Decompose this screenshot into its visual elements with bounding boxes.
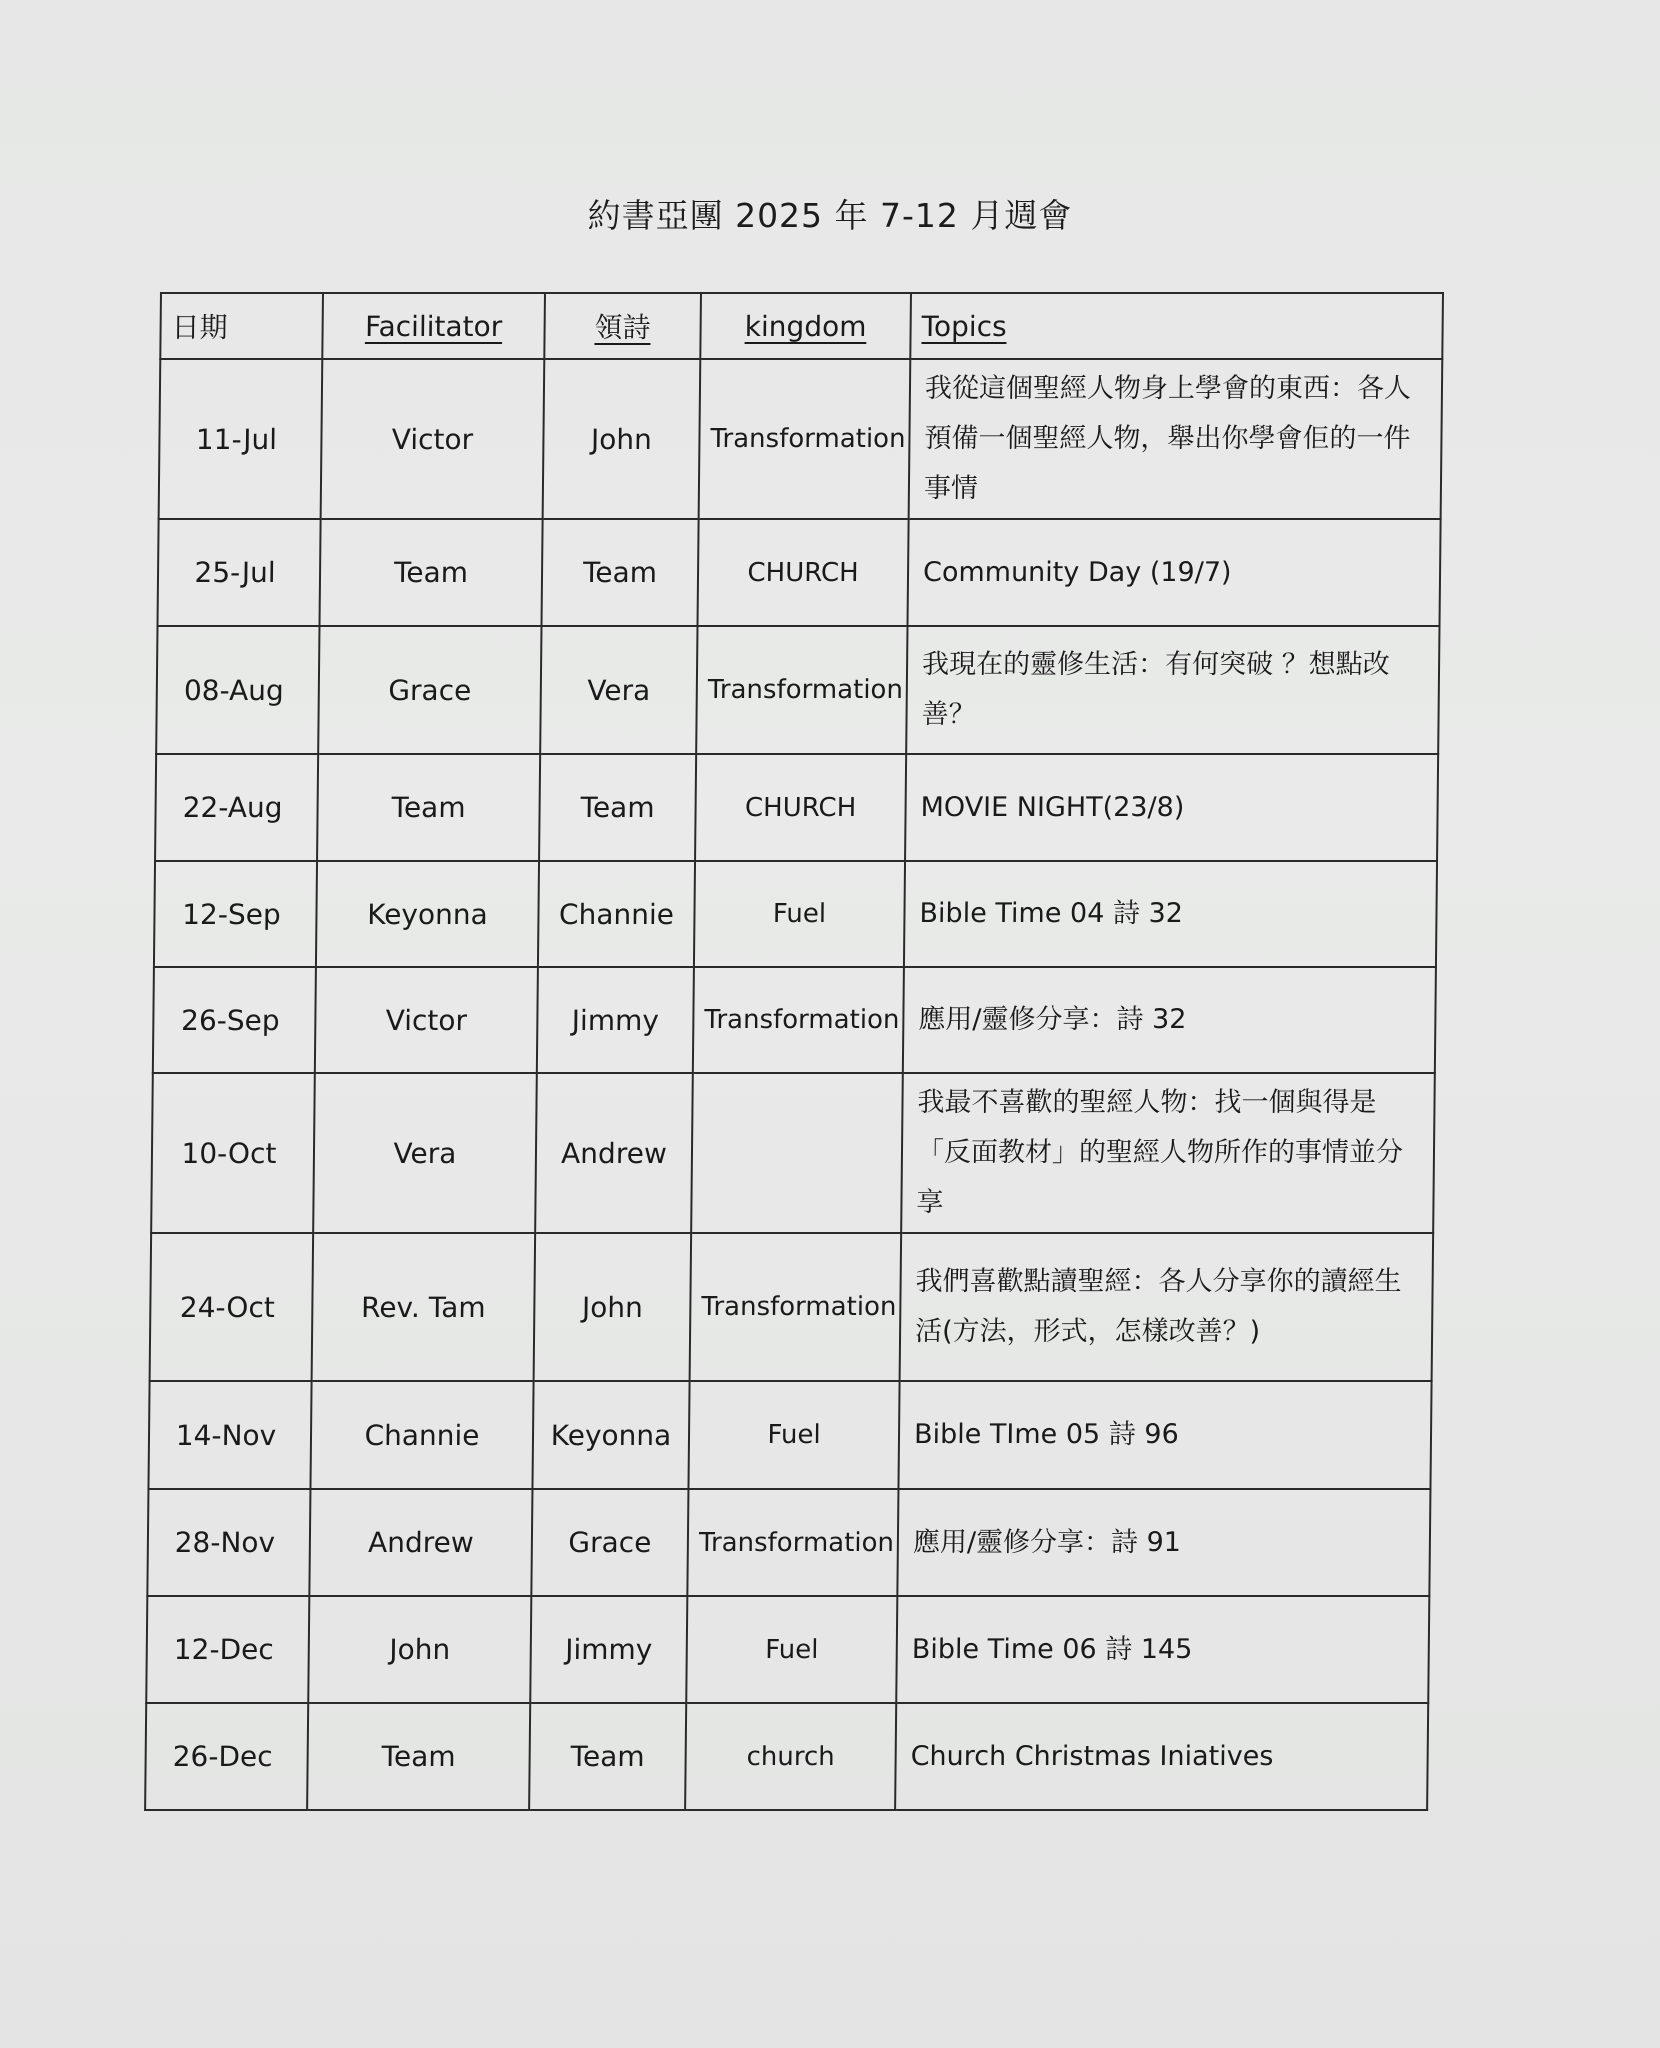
cell-topic: 我從這個聖經人物身上學會的東西：各人預備一個聖經人物，舉出你學會佢的一件事情 [909,359,1443,519]
cell-date: 28-Nov [147,1489,310,1596]
header-topics: Topics [910,293,1443,359]
cell-facilitator: Victor [315,967,538,1073]
table-row [146,1596,1429,1703]
cell-topic: 應用/靈修分享：詩 91 [897,1489,1430,1596]
cell-facilitator: Team [320,519,543,626]
cell-topic: Bible Time 04 詩 32 [904,861,1437,967]
cell-worship: Grace [531,1489,688,1596]
cell-facilitator: Team [317,754,540,861]
cell-worship: Team [539,754,696,861]
cell-date: 14-Nov [148,1381,311,1489]
header-row [160,293,1443,359]
cell-kingdom: Transformation [690,1233,902,1381]
cell-topic: Bible Time 06 詩 145 [896,1596,1429,1703]
schedule-table [144,292,1444,1811]
cell-date: 12-Sep [154,861,317,967]
header-date: 日期 [160,293,323,359]
cell-kingdom: CHURCH [698,519,909,626]
cell-kingdom: Transformation [687,1489,898,1596]
cell-facilitator: Channie [310,1381,533,1489]
cell-kingdom: Transformation [699,359,911,519]
table-row [148,1381,1431,1489]
cell-kingdom: Fuel [686,1596,897,1703]
table-row [147,1489,1430,1596]
cell-kingdom: Fuel [694,861,905,967]
table-row [154,861,1437,967]
cell-worship: Vera [540,626,697,754]
cell-kingdom: Transformation [693,967,904,1073]
table-row [156,626,1439,754]
cell-topic: Community Day (19/7) [908,519,1441,626]
cell-facilitator: Victor [321,359,545,519]
cell-topic: 應用/靈修分享：詩 32 [903,967,1436,1073]
table-row [159,359,1443,519]
cell-facilitator: Andrew [309,1489,532,1596]
cell-topic: Bible TIme 05 詩 96 [898,1381,1431,1489]
cell-worship: Jimmy [537,967,694,1073]
cell-facilitator: Keyonna [316,861,539,967]
cell-date: 25-Jul [158,519,321,626]
cell-worship: Team [542,519,699,626]
cell-facilitator: Rev. Tam [312,1233,536,1381]
header-worship: 領詩 [544,293,701,359]
cell-topic: 我們喜歡點讀聖經：各人分享你的讀經生活(方法，形式，怎樣改善？) [900,1233,1434,1381]
cell-facilitator: Vera [313,1073,537,1233]
cell-date: 26-Sep [153,967,316,1073]
cell-date: 26-Dec [145,1703,308,1810]
cell-date: 10-Oct [151,1073,315,1233]
table-row [145,1703,1428,1810]
cell-kingdom: church [685,1703,896,1810]
table-row [155,754,1438,861]
cell-kingdom [691,1073,903,1233]
cell-date: 08-Aug [156,626,319,754]
cell-worship: Andrew [535,1073,693,1233]
cell-date: 24-Oct [150,1233,314,1381]
cell-topic: MOVIE NIGHT(23/8) [905,754,1438,861]
cell-topic: 我現在的靈修生活：有何突破 ？想點改善？ [906,626,1439,754]
table-row [158,519,1441,626]
cell-worship: John [534,1233,692,1381]
cell-kingdom: Fuel [688,1381,899,1489]
cell-facilitator: Team [307,1703,530,1810]
cell-worship: Keyonna [532,1381,689,1489]
header-kingdom: kingdom [700,293,911,359]
cell-facilitator: Grace [318,626,541,754]
cell-worship: John [543,359,701,519]
header-facilitator: Facilitator [322,293,545,359]
cell-topic: 我最不喜歡的聖經人物：找一個與得是「反面教材」的聖經人物所作的事情並分享 [901,1073,1435,1233]
cell-worship: Channie [538,861,695,967]
table-row [153,967,1436,1073]
table-row [151,1073,1435,1233]
cell-date: 12-Dec [146,1596,309,1703]
cell-topic: Church Christmas Iniatives [895,1703,1428,1810]
cell-worship: Team [529,1703,686,1810]
cell-date: 22-Aug [155,754,318,861]
table-row [150,1233,1434,1381]
document-title: 約書亞團 2025 年 7-12 月週會 [587,196,1073,235]
cell-date: 11-Jul [159,359,323,519]
cell-facilitator: John [308,1596,531,1703]
cell-kingdom: CHURCH [695,754,906,861]
cell-worship: Jimmy [530,1596,687,1703]
cell-kingdom: Transformation [696,626,907,754]
